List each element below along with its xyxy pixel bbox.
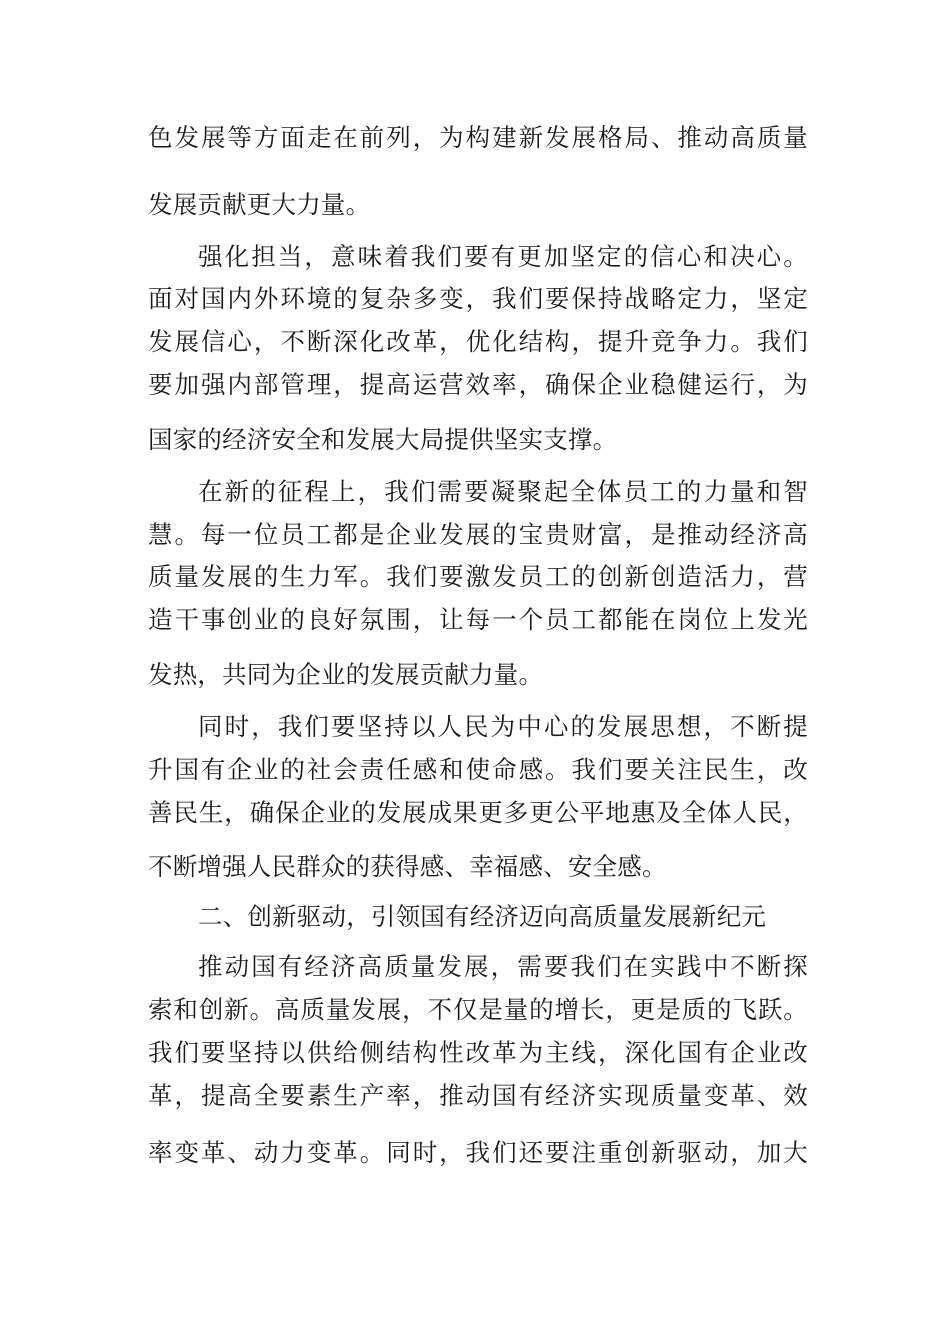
text-line: 色发展等方面走在前列，为构建新发展格局、推动高质量 (148, 123, 808, 152)
text-line: 在新的征程上，我们需要凝聚起全体员工的力量和智 (198, 477, 808, 506)
text-line: 发展贡献更大力量。 (148, 190, 371, 219)
text-line: 率变革、动力变革。同时，我们还要注重创新驱动，加大 (148, 1138, 808, 1167)
text-line: 善民生，确保企业的发展成果更多更公平地惠及全体人民， (148, 798, 808, 827)
text-line: 面对国内外环境的复杂多变，我们要保持战略定力，坚定 (148, 284, 808, 313)
text-line: 要加强内部管理，提高运营效率，确保企业稳健运行，为 (148, 370, 808, 399)
text-line: 发展信心，不断深化改革，优化结构，提升竞争力。我们 (148, 327, 808, 356)
text-line: 我们要坚持以供给侧结构性改革为主线，深化国有企业改 (148, 1038, 808, 1067)
text-line: 慧。每一位员工都是企业发展的宝贵财富，是推动经济高 (148, 520, 808, 549)
text-line: 革，提高全要素生产率，推动国有经济实现质量变革、效 (148, 1081, 808, 1110)
text-line: 索和创新。高质量发展，不仅是量的增长，更是质的飞跃。 (148, 995, 808, 1024)
text-line: 升国有企业的社会责任感和使命感。我们要关注民生，改 (148, 755, 808, 784)
text-line: 质量发展的生力军。我们要激发员工的创新创造活力，营 (148, 562, 808, 591)
text-line: 同时，我们要坚持以人民为中心的发展思想，不断提 (198, 712, 808, 741)
text-line: 造干事创业的良好氛围，让每一个员工都能在岗位上发光 (148, 605, 808, 634)
text-line: 不断增强人民群众的获得感、幸福感、安全感。 (148, 852, 667, 881)
text-line: 发热，共同为企业的发展贡献力量。 (148, 660, 544, 689)
text-line: 国家的经济安全和发展大局提供坚实支撑。 (148, 425, 618, 454)
section-heading: 二、创新驱动，引领国有经济迈向高质量发展新纪元 (198, 902, 767, 931)
text-line: 强化担当，意味着我们要有更加坚定的信心和决心。 (198, 242, 808, 271)
text-line: 推动国有经济高质量发展，需要我们在实践中不断探 (198, 952, 808, 981)
